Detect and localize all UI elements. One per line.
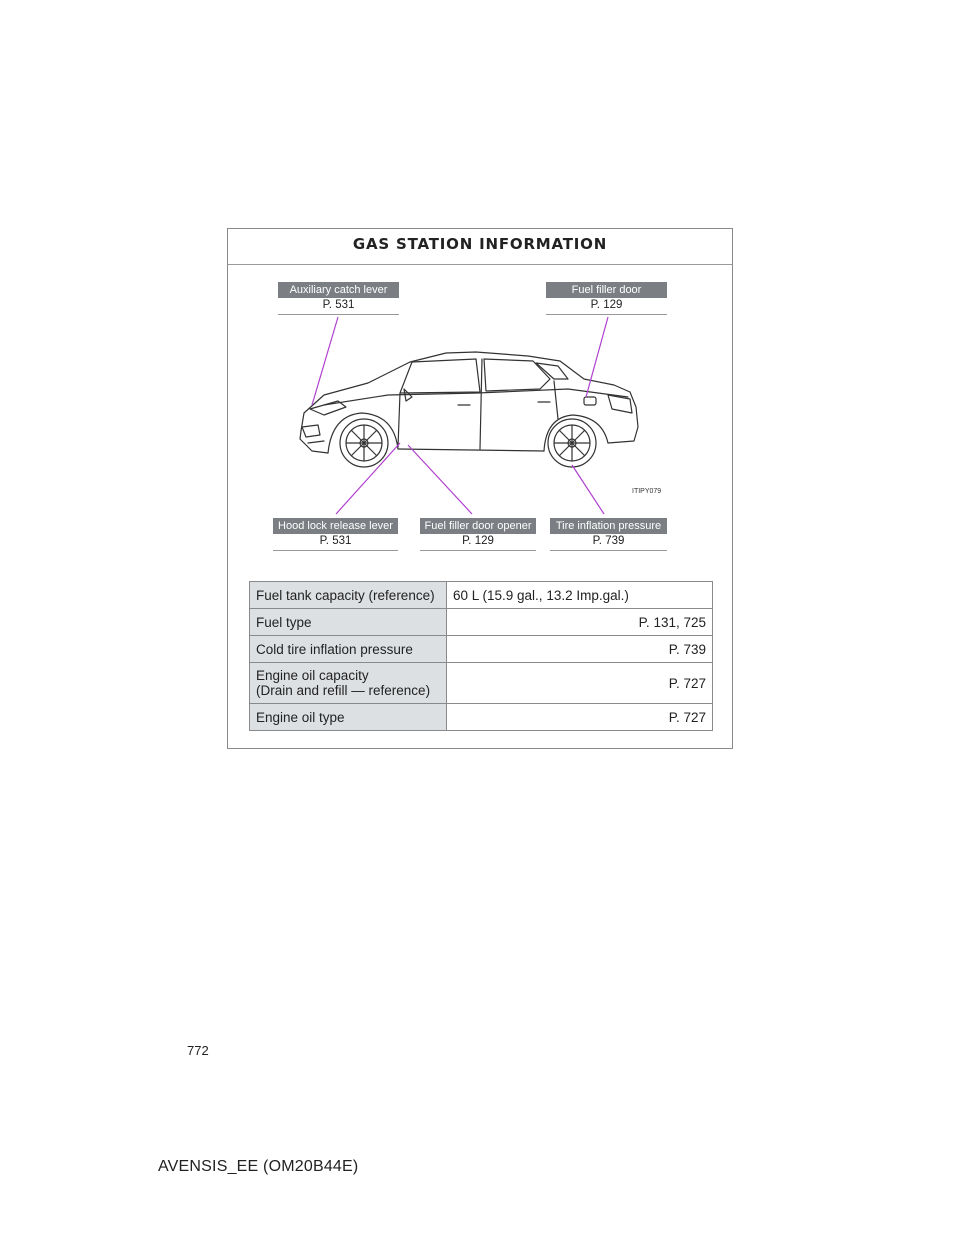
callout-tire-inflation-pressure <box>550 518 667 551</box>
panel-title: GAS STATION INFORMATION <box>228 229 732 265</box>
spec-key-line1: Engine oil capacity <box>256 668 369 683</box>
table-row <box>250 663 713 704</box>
document-footer: AVENSIS_EE (OM20B44E) <box>158 1158 359 1175</box>
spec-value: P. 727 <box>447 663 713 704</box>
spec-key: Fuel tank capacity (reference) <box>250 582 447 609</box>
spec-value: P. 739 <box>447 636 713 663</box>
callout-page: P. 531 <box>278 298 399 315</box>
page-number: 772 <box>187 1043 209 1058</box>
callout-label: Fuel filler door opener <box>420 518 536 534</box>
hood-lock-leader <box>336 443 400 514</box>
callout-label: Fuel filler door <box>546 282 667 298</box>
callout-label: Tire inflation pressure <box>550 518 667 534</box>
spec-key: Engine oil type <box>250 704 447 731</box>
spec-value: 60 L (15.9 gal., 13.2 Imp.gal.) <box>447 582 713 609</box>
callout-page: P. 129 <box>420 534 536 551</box>
table-row <box>250 609 713 636</box>
callout-page: P. 531 <box>273 534 398 551</box>
fuel-door-leader <box>586 317 608 397</box>
gas-station-info-panel <box>227 228 733 749</box>
spec-key-line2: (Drain and refill — reference) <box>256 683 431 698</box>
table-row <box>250 636 713 663</box>
table-row <box>250 704 713 731</box>
callout-fuel-filler-door-opener <box>420 518 536 551</box>
callout-label: Hood lock release lever <box>273 518 398 534</box>
tire-pressure-leader <box>572 465 604 514</box>
spec-value: P. 727 <box>447 704 713 731</box>
callout-page: P. 739 <box>550 534 667 551</box>
spec-value: P. 131, 725 <box>447 609 713 636</box>
callout-auxiliary-catch-lever <box>278 282 399 315</box>
spec-key: Fuel type <box>250 609 447 636</box>
callout-page: P. 129 <box>546 298 667 315</box>
table-row <box>250 582 713 609</box>
specs-table <box>249 581 713 731</box>
callout-label: Auxiliary catch lever <box>278 282 399 298</box>
callout-fuel-filler-door <box>546 282 667 315</box>
callout-hood-lock-release-lever <box>273 518 398 551</box>
spec-key <box>250 663 447 704</box>
figure-id: ITIPY079 <box>632 488 662 495</box>
fuel-opener-leader <box>408 445 472 514</box>
spec-key: Cold tire inflation pressure <box>250 636 447 663</box>
